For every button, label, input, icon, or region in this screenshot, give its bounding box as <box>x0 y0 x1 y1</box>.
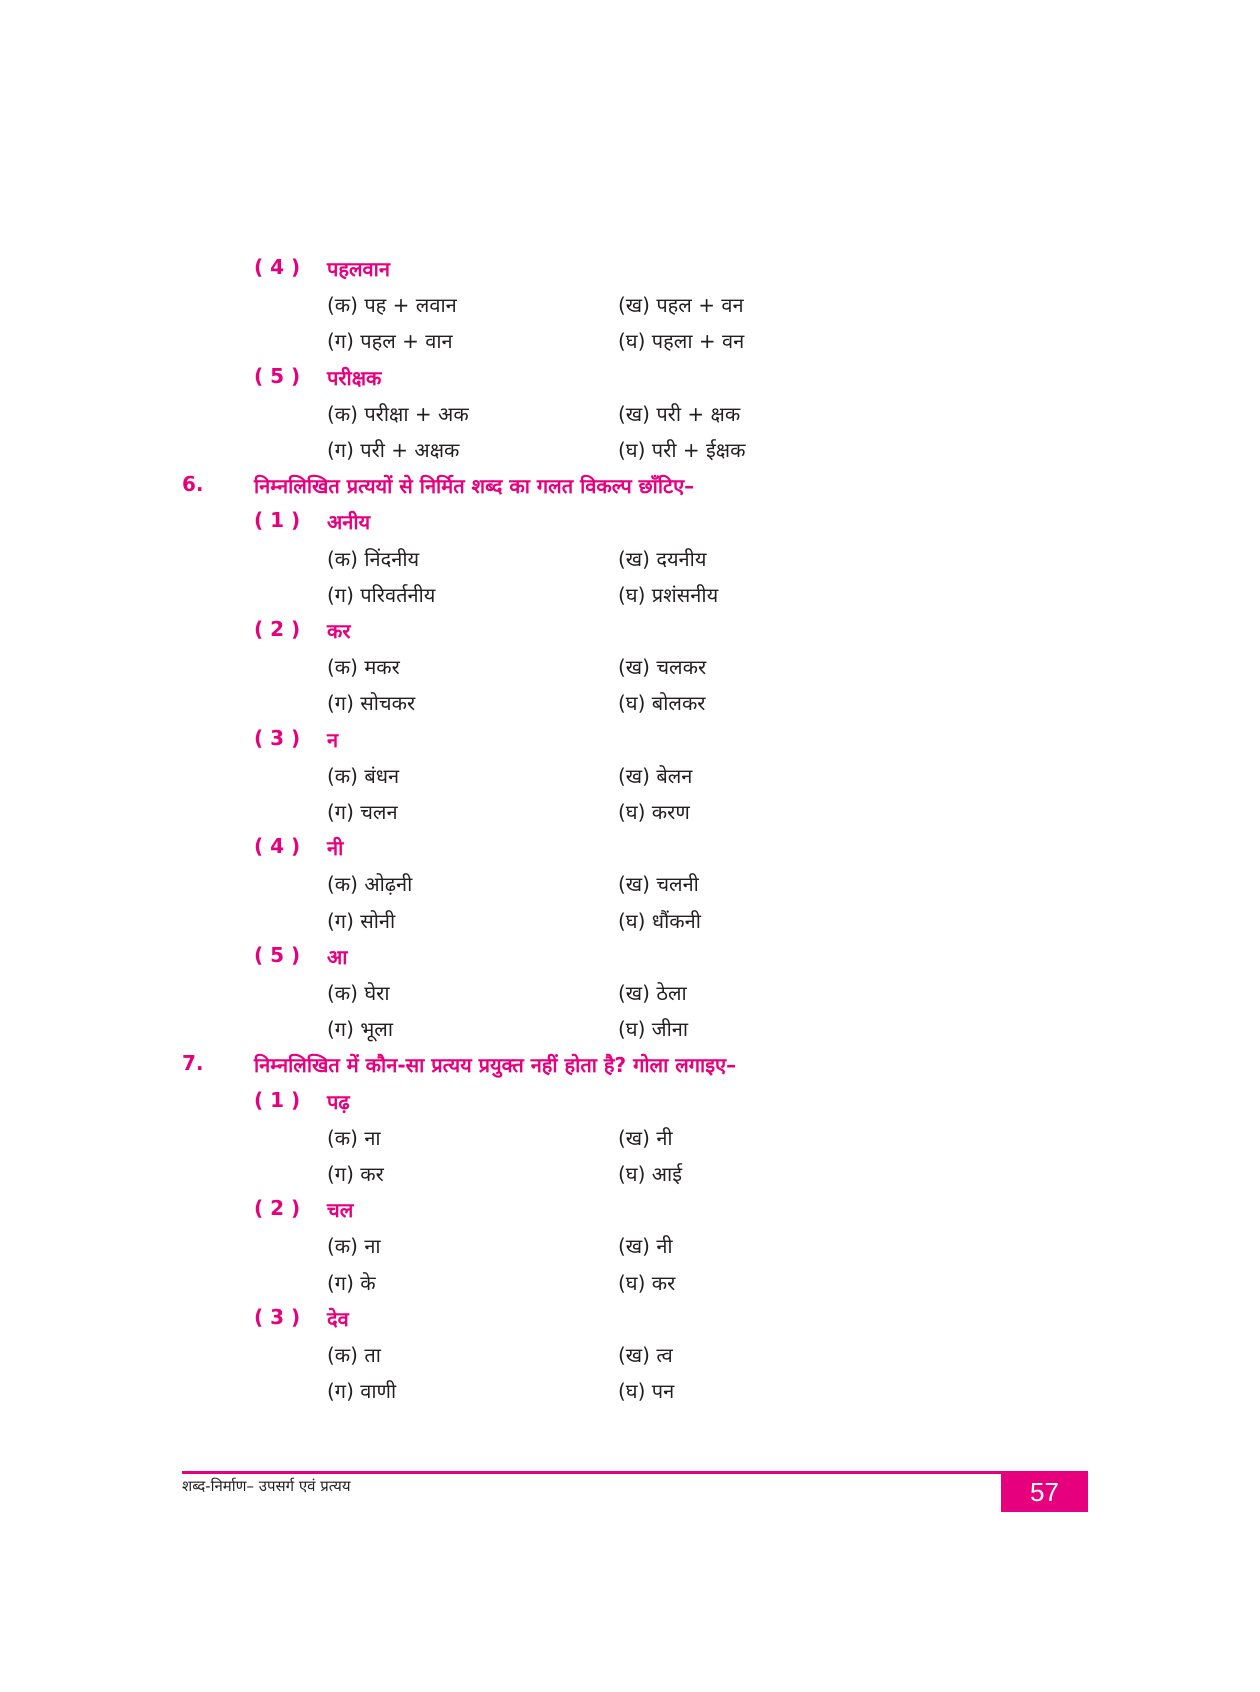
sub-question-number: ( 3 ) <box>254 726 301 750</box>
option: (ख) त्व <box>618 1343 673 1367</box>
sub-question-number: ( 5 ) <box>254 364 301 388</box>
option: (क) ना <box>327 1126 381 1150</box>
question-text: निम्नलिखित में कौन-सा प्रत्यय प्रयुक्त नहीं होता है? गोला लगाइए– <box>254 1053 737 1077</box>
sub-question-word: आ <box>327 945 348 969</box>
option: (घ) धौंकनी <box>618 909 701 933</box>
option: (ख) नी <box>618 1234 673 1258</box>
option: (ग) वाणी <box>327 1379 397 1403</box>
option: (ख) बेलन <box>618 764 693 788</box>
option: (घ) बोलकर <box>618 691 706 715</box>
sub-question-word: कर <box>327 619 351 643</box>
sub-question-word: पढ़ <box>327 1090 350 1114</box>
option: (ग) भूला <box>327 1017 394 1041</box>
option: (घ) परी + ईक्षक <box>618 438 746 462</box>
option: (क) ता <box>327 1343 381 1367</box>
option: (ग) परी + अक्षक <box>327 438 460 462</box>
sub-question-number: ( 2 ) <box>254 1196 301 1220</box>
footer-chapter-title: शब्द-निर्माण– उपसर्ग एवं प्रत्यय <box>182 1477 351 1495</box>
option: (क) परीक्षा + अक <box>327 402 469 426</box>
option: (क) मकर <box>327 655 400 679</box>
option: (क) बंधन <box>327 764 400 788</box>
sub-question-word: परीक्षक <box>327 366 382 390</box>
option: (ग) परिवर्तनीय <box>327 583 436 607</box>
option: (ग) के <box>327 1271 376 1295</box>
option: (ग) सोनी <box>327 909 396 933</box>
sub-question-number: ( 5 ) <box>254 943 301 967</box>
sub-question-number: ( 1 ) <box>254 1088 301 1112</box>
sub-question-number: ( 4 ) <box>254 834 301 858</box>
option: (घ) आई <box>618 1162 683 1186</box>
option: (घ) पन <box>618 1379 675 1403</box>
option: (ख) पहल + वन <box>618 293 744 317</box>
option: (क) घेरा <box>327 981 390 1005</box>
option: (क) ओढ़नी <box>327 872 413 896</box>
sub-question-number: ( 1 ) <box>254 508 301 532</box>
sub-question-number: ( 4 ) <box>254 255 301 279</box>
sub-question-word: चल <box>327 1198 354 1222</box>
sub-question-word: नी <box>327 836 344 860</box>
sub-question-word: देव <box>327 1307 349 1331</box>
option: (घ) कर <box>618 1271 676 1295</box>
option: (ग) पहल + वान <box>327 329 453 353</box>
option: (ख) चलनी <box>618 872 699 896</box>
question-number: 6. <box>182 472 204 496</box>
option: (ख) चलकर <box>618 655 707 679</box>
option: (क) पह + लवान <box>327 293 457 317</box>
footer-divider <box>182 1471 1088 1474</box>
page-number-badge <box>1001 1472 1088 1512</box>
page-number: 57 <box>1030 1476 1059 1507</box>
option: (ख) परी + क्षक <box>618 402 741 426</box>
option: (क) निंदनीय <box>327 547 420 571</box>
sub-question-number: ( 2 ) <box>254 617 301 641</box>
sub-question-word: न <box>327 728 339 752</box>
option: (घ) पहला + वन <box>618 329 745 353</box>
question-text: निम्नलिखित प्रत्ययों से निर्मित शब्द का गलत विकल्प छाँटिए– <box>254 474 695 498</box>
option: (क) ना <box>327 1234 381 1258</box>
question-number: 7. <box>182 1051 204 1075</box>
sub-question-word: अनीय <box>327 510 371 534</box>
option: (ख) नी <box>618 1126 673 1150</box>
option: (ख) दयनीय <box>618 547 707 571</box>
option: (घ) जीना <box>618 1017 689 1041</box>
option: (ख) ठेला <box>618 981 687 1005</box>
option: (ग) कर <box>327 1162 384 1186</box>
option: (ग) सोचकर <box>327 691 416 715</box>
sub-question-number: ( 3 ) <box>254 1305 301 1329</box>
sub-question-word: पहलवान <box>327 257 390 281</box>
option: (घ) करण <box>618 800 690 824</box>
option: (ग) चलन <box>327 800 398 824</box>
option: (घ) प्रशंसनीय <box>618 583 719 607</box>
